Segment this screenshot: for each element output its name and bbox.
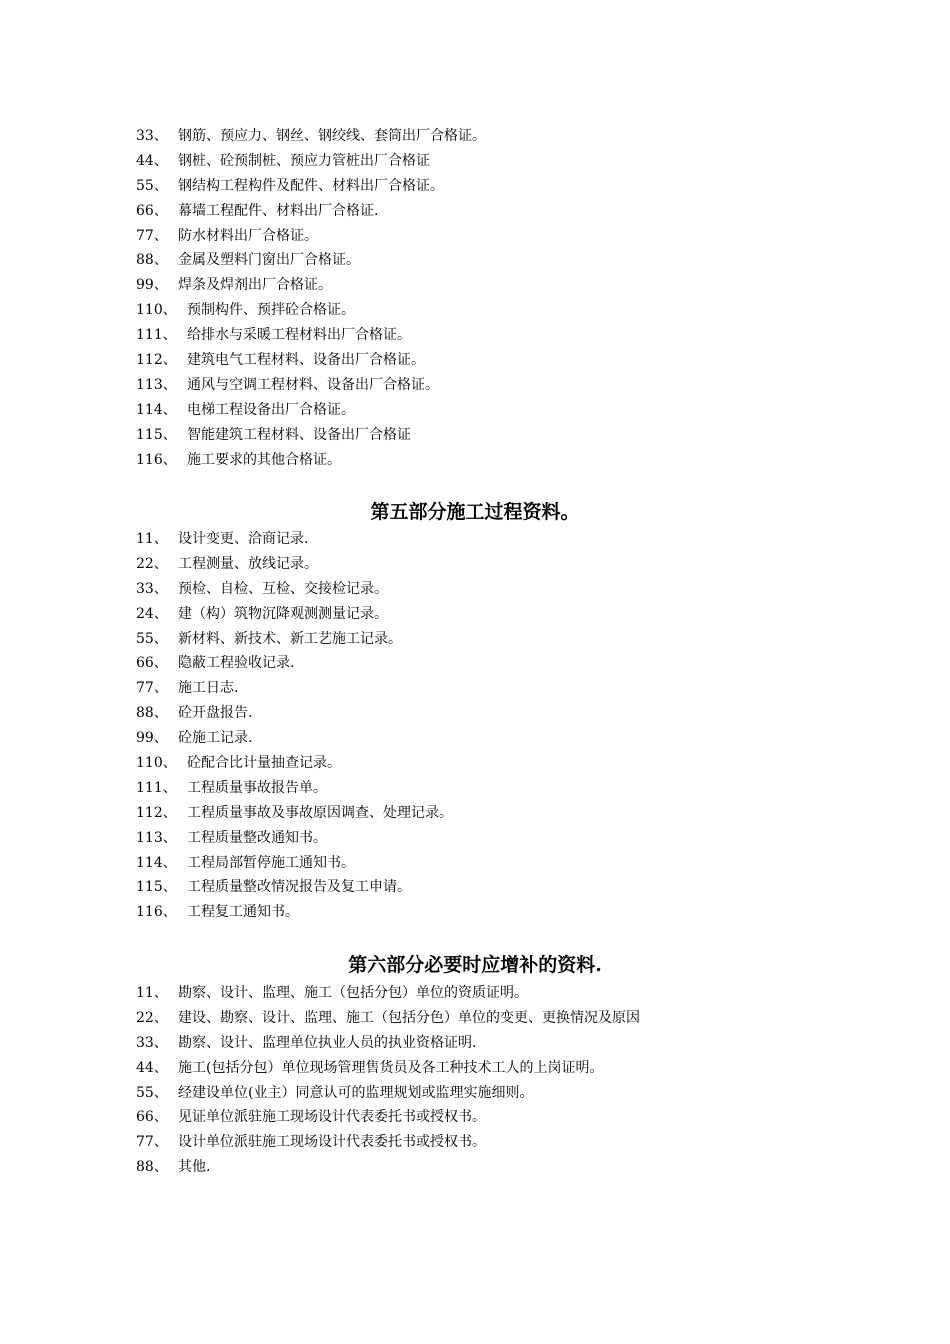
- list-item: [136, 1130, 856, 1155]
- list-item: [136, 851, 856, 876]
- item-number: 11、: [136, 985, 168, 1001]
- item-text: 通风与空调工程材料、设备出厂合格证。: [187, 376, 439, 393]
- item-number: 110、: [136, 755, 177, 772]
- list-item: [136, 448, 856, 473]
- list-item: [136, 423, 856, 448]
- item-number: 22、: [136, 555, 168, 572]
- item-number: 66、: [136, 1109, 168, 1126]
- item-number: 66、: [136, 202, 168, 219]
- item-text: 隐蔽工程验收记录.: [178, 655, 295, 672]
- item-number: 55、: [136, 1084, 168, 1101]
- list-item: [136, 348, 856, 373]
- list-item: [136, 875, 856, 900]
- item-text: 建（构）筑物沉降观测测量记录。: [178, 605, 388, 622]
- list-item: [136, 701, 856, 726]
- item-number: 116、: [136, 451, 177, 468]
- section4-list: [136, 124, 856, 472]
- item-text: 电梯工程设备出厂合格证。: [187, 401, 355, 418]
- list-item: [136, 273, 856, 298]
- item-text: 建筑电气工程材料、设备出厂合格证。: [187, 352, 425, 369]
- item-text: 砼开盘报告.: [178, 705, 253, 722]
- item-text: 钢结构工程构件及配件、材料出厂合格证。: [178, 177, 444, 194]
- item-number: 77、: [136, 680, 168, 697]
- item-text: 工程质量事故报告单。: [187, 779, 327, 796]
- item-number: 77、: [136, 227, 168, 244]
- list-item: [136, 676, 856, 701]
- item-number: 113、: [136, 829, 177, 846]
- item-text: 其他.: [178, 1159, 211, 1176]
- item-text: 砼施工记录.: [178, 730, 253, 747]
- item-number: 88、: [136, 1159, 168, 1176]
- item-text: 施工要求的其他合格证。: [187, 451, 341, 468]
- list-item: [136, 398, 856, 423]
- list-item: [136, 174, 856, 199]
- list-item: [136, 981, 856, 1006]
- list-item: [136, 602, 856, 627]
- item-text: 见证单位派驻施工现场设计代表委托书或授权书。: [178, 1109, 486, 1126]
- list-item: [136, 149, 856, 174]
- list-item: [136, 776, 856, 801]
- item-text: 新材料、新技术、新工艺施工记录。: [178, 630, 402, 647]
- item-number: 114、: [136, 401, 177, 418]
- item-number: 99、: [136, 730, 168, 747]
- item-text: 砼配合比计量抽查记录。: [187, 755, 341, 772]
- item-text: 防水材料出厂合格证。: [178, 227, 318, 244]
- list-item: [136, 199, 856, 224]
- item-text: 经建设单位(业主）同意认可的监理规划或监理实施细则。: [178, 1084, 534, 1101]
- item-number: 33、: [136, 580, 168, 597]
- item-text: 金属及塑料门窗出厂合格证。: [178, 252, 360, 269]
- item-text: 施工(包括分包）单位现场管理售货员及各工种技术工人的上岗证明。: [178, 1059, 604, 1076]
- section6-list: [136, 981, 856, 1180]
- item-text: 工程局部暂停施工通知书。: [187, 854, 355, 871]
- item-text: 钢桩、砼预制桩、预应力管桩出厂合格证: [178, 152, 430, 169]
- item-text: 设计变更、洽商记录.: [178, 531, 309, 547]
- item-number: 116、: [136, 904, 177, 921]
- item-text: 幕墙工程配件、材料出厂合格证.: [178, 202, 379, 219]
- list-item: [136, 373, 856, 398]
- list-item: [136, 801, 856, 826]
- item-text: 施工日志.: [178, 680, 239, 697]
- list-item: [136, 1105, 856, 1130]
- list-item: [136, 1031, 856, 1056]
- item-number: 112、: [136, 352, 177, 369]
- list-item: [136, 1081, 856, 1106]
- item-number: 77、: [136, 1134, 168, 1151]
- section5-heading: 第五部分施工过程资料。: [370, 501, 580, 523]
- item-text: 勘察、设计、监理单位执业人员的执业资格证明.: [178, 1034, 477, 1051]
- item-number: 33、: [136, 1034, 168, 1051]
- item-text: 工程质量整改通知书。: [187, 829, 327, 846]
- item-number: 88、: [136, 252, 168, 269]
- item-number: 44、: [136, 1059, 168, 1076]
- item-number: 44、: [136, 152, 168, 169]
- list-item: [136, 1006, 856, 1031]
- item-text: 预检、自检、互检、交接检记录。: [178, 580, 388, 597]
- item-text: 工程质量整改情况报告及复工申请。: [187, 879, 411, 896]
- list-item: [136, 224, 856, 249]
- item-number: 110、: [136, 302, 177, 319]
- item-number: 55、: [136, 630, 168, 647]
- item-number: 115、: [136, 426, 177, 443]
- list-item: [136, 1155, 856, 1180]
- list-item: [136, 726, 856, 751]
- list-item: [136, 651, 856, 676]
- list-item: [136, 627, 856, 652]
- item-number: 33、: [136, 128, 168, 144]
- item-number: 55、: [136, 177, 168, 194]
- item-number: 114、: [136, 854, 177, 871]
- item-number: 11、: [136, 531, 168, 547]
- item-number: 99、: [136, 277, 168, 294]
- item-text: 焊条及焊剂出厂合格证。: [178, 277, 332, 294]
- list-item: [136, 751, 856, 776]
- item-number: 111、: [136, 779, 177, 796]
- list-item: [136, 323, 856, 348]
- list-item: [136, 124, 856, 149]
- list-item: [136, 1056, 856, 1081]
- item-text: 勘察、设计、监理、施工（包括分包）单位的资质证明。: [178, 985, 528, 1001]
- item-number: 115、: [136, 879, 177, 896]
- list-item: [136, 298, 856, 323]
- item-number: 88、: [136, 705, 168, 722]
- item-text: 钢筋、预应力、钢丝、钢绞线、套筒出厂合格证。: [178, 128, 486, 144]
- item-text: 预制构件、预拌砼合格证。: [187, 302, 355, 319]
- list-item: [136, 826, 856, 851]
- item-text: 建设、勘察、设计、监理、施工（包括分色）单位的变更、更换情况及原因: [178, 1009, 640, 1026]
- item-text: 工程测量、放线记录。: [178, 555, 318, 572]
- list-item: [136, 527, 856, 552]
- item-number: 111、: [136, 327, 177, 344]
- item-text: 设计单位派驻施工现场设计代表委托书或授权书。: [178, 1134, 486, 1151]
- item-text: 智能建筑工程材料、设备出厂合格证: [187, 426, 411, 443]
- section6-heading: 第六部分必要时应增补的资料.: [348, 954, 602, 976]
- item-text: 工程复工通知书。: [187, 904, 299, 921]
- item-number: 22、: [136, 1009, 168, 1026]
- item-number: 66、: [136, 655, 168, 672]
- list-item: [136, 900, 856, 925]
- list-item: [136, 248, 856, 273]
- item-number: 112、: [136, 804, 177, 821]
- list-item: [136, 577, 856, 602]
- list-item: [136, 552, 856, 577]
- item-text: 给排水与采暖工程材料出厂合格证。: [187, 327, 411, 344]
- item-number: 113、: [136, 376, 177, 393]
- item-text: 工程质量事故及事故原因调查、处理记录。: [187, 804, 453, 821]
- section5-list: [136, 527, 856, 925]
- item-number: 24、: [136, 605, 168, 622]
